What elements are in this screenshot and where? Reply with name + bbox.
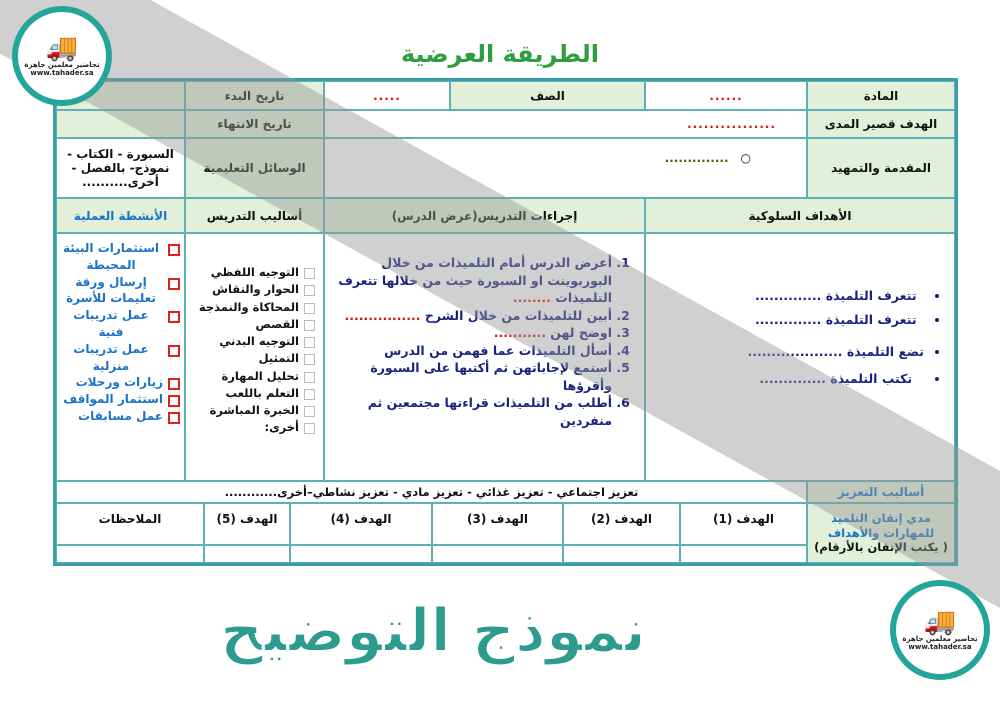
notes-header: الملاحظات — [56, 503, 204, 545]
mastery-label: مدي إتقان التلميذ للمهارات والأهداف — [827, 511, 935, 540]
procedure-text: أعرض الدرس أمام التلميذات من خلال البوربوينت او السبورة حيث من خلالها تتعرف التلميذات — [338, 255, 612, 305]
checkbox-icon — [304, 406, 315, 417]
activity-label: عمل تدريبات منزلية — [73, 341, 149, 373]
objective-item: • تتعرف التلميذة .............. — [748, 284, 925, 308]
intro-label: المقدمة والتمهيد — [807, 138, 955, 198]
goal-score-cell[interactable] — [204, 545, 290, 563]
method-label: التمثيل — [258, 351, 299, 366]
class-label: الصف — [450, 81, 645, 110]
method-option[interactable] — [259, 350, 315, 367]
activity-option[interactable] — [76, 374, 180, 391]
procedure-item — [331, 342, 612, 360]
truck-icon: 🚚 — [45, 33, 79, 63]
method-option[interactable] — [255, 316, 315, 333]
start-date-label: تاريخ البدء — [185, 81, 324, 110]
method-option[interactable] — [221, 368, 315, 385]
objectives-cell — [645, 233, 955, 481]
goal-score-cell[interactable] — [563, 545, 680, 563]
class-value: ..... — [324, 81, 450, 110]
method-option[interactable] — [211, 264, 315, 281]
procedure-dots: ........... — [493, 325, 546, 340]
method-option[interactable] — [210, 402, 315, 419]
method-label: التعلم باللعب — [225, 385, 299, 400]
objective-item: • تكتب التلميذة .............. — [748, 367, 925, 391]
checkbox-icon — [168, 378, 180, 390]
method-label: الحوار والنقاش — [212, 282, 299, 297]
procedures-list — [325, 254, 644, 429]
goal-header: الهدف (5) — [204, 503, 290, 545]
circle-bullet-icon: ○ — [740, 151, 751, 165]
page-title: الطريقة العرضية — [401, 40, 599, 68]
activity-label: استثمار المواقف — [63, 392, 163, 407]
method-label: المحاكاة والنمذجة — [198, 299, 299, 314]
checkbox-icon — [304, 337, 315, 348]
method-option[interactable] — [264, 419, 315, 436]
procedure-text: أبين للتلميذات من خلال الشرح — [424, 307, 612, 323]
procedure-item — [331, 359, 612, 394]
tools-value: السبورة - الكتاب - نموذج- بالفصل - أخرى.......... — [56, 138, 185, 198]
method-label: التوجيه اللفظي — [210, 265, 299, 279]
activity-option[interactable] — [59, 274, 180, 308]
activity-option[interactable] — [59, 240, 180, 274]
checkbox-icon — [168, 412, 180, 424]
activity-option[interactable] — [59, 341, 180, 375]
goal-header: الهدف (2) — [563, 503, 680, 545]
checkbox-icon — [168, 395, 180, 407]
goal-score-cell[interactable] — [680, 545, 807, 563]
notes-cell[interactable] — [56, 545, 204, 563]
short-goal-value: ................ — [324, 110, 807, 138]
procedure-item — [331, 254, 612, 307]
procedure-text: أستمع لإجاباتهن ثم أكتبها على السبورة وأقرؤها — [370, 360, 612, 393]
logo-top — [12, 6, 112, 106]
activities-header: الأنشطة العملية — [56, 198, 185, 233]
objectives-list — [748, 284, 955, 391]
methods-header: أساليب التدريس — [185, 198, 324, 233]
subject-label: المادة — [807, 81, 955, 110]
procedure-text: اوضح لهن — [550, 325, 612, 340]
tools-label: الوسائل التعليمية — [185, 138, 324, 198]
methods-cell — [185, 233, 324, 481]
method-option[interactable] — [219, 333, 315, 350]
objectives-header: الأهداف السلوكية — [645, 198, 955, 233]
objective-item: • تتعرف التلميذة .............. — [748, 308, 925, 332]
procedures-header: إجراءات التدريس(عرض الدرس) — [324, 198, 645, 233]
activity-option[interactable] — [59, 307, 180, 341]
procedure-item — [331, 307, 612, 325]
procedure-item — [331, 324, 612, 342]
procedure-text: أطلب من التلميذات قراءتها مجتمعين ثم منفردين — [367, 395, 612, 428]
checkbox-icon — [304, 303, 315, 314]
activity-option[interactable] — [63, 391, 180, 408]
activity-label: استثمارات البيئة المحيطة — [62, 241, 160, 272]
logo-url: www.tahader.sa — [908, 643, 972, 651]
checkbox-icon — [304, 372, 315, 383]
activity-label: عمل تدريبات فنية — [73, 308, 149, 339]
intro-cell — [324, 138, 807, 198]
reinforcement-value: تعزيز اجتماعي - تعزيز غذائي - تعزيز مادي - تعزيز نشاطي–أخرى............ — [56, 481, 807, 503]
short-goal-label: الهدف قصير المدى — [807, 110, 955, 138]
end-date-label: تاريخ الانتهاء — [185, 110, 324, 138]
checkbox-icon — [304, 285, 315, 296]
watermark-text: نموذج التوضيح — [220, 596, 647, 666]
checkbox-icon — [304, 423, 315, 434]
mastery-note: ( يكتب الإتقان بالأرقام) — [814, 540, 948, 555]
method-label: الخبرة المباشرة — [209, 403, 299, 417]
procedure-dots: ................ — [344, 307, 421, 323]
goal-score-cell[interactable] — [290, 545, 432, 563]
logo-name: تحاضير معلمين جاهزة — [24, 61, 100, 69]
method-label: القصص — [255, 316, 299, 331]
goal-header: الهدف (4) — [290, 503, 432, 545]
procedure-item — [331, 394, 612, 429]
activity-option[interactable] — [78, 408, 180, 425]
logo-url: www.tahader.sa — [30, 69, 94, 77]
subject-value: ...... — [645, 81, 807, 110]
logo-bottom — [890, 580, 990, 680]
goal-header: الهدف (1) — [680, 503, 807, 545]
reinforcement-label: أساليب التعزيز — [807, 481, 955, 503]
checkbox-icon — [168, 311, 180, 323]
procedure-text: أسأل التلميذات عما فهمن من الدرس — [384, 342, 612, 358]
checkbox-icon — [168, 244, 180, 256]
procedure-dots: ........ — [512, 290, 551, 305]
checkbox-icon — [168, 278, 180, 290]
end-date-value[interactable] — [56, 110, 185, 138]
method-option[interactable] — [199, 299, 315, 316]
intro-value: .............. — [664, 151, 729, 165]
lesson-plan-table — [53, 78, 958, 566]
checkbox-icon — [304, 320, 315, 331]
goal-score-cell[interactable] — [432, 545, 563, 563]
activity-label: إرسال ورقة تعليمات للأسرة — [66, 274, 156, 306]
activities-cell — [56, 233, 185, 481]
method-option[interactable] — [226, 385, 315, 402]
method-label: التوجيه البدني — [219, 334, 299, 348]
method-label: أخرى: — [264, 420, 299, 435]
checkbox-icon — [304, 268, 315, 279]
logo-name: تحاضير معلمين جاهزة — [902, 635, 978, 643]
objective-item: • تضع التلميذة .................... — [748, 340, 925, 364]
procedures-cell — [324, 233, 645, 481]
checkbox-icon — [168, 345, 180, 357]
goal-header: الهدف (3) — [432, 503, 563, 545]
mastery-label-cell — [807, 503, 955, 563]
method-label: تحليل المهارة — [221, 368, 299, 383]
checkbox-icon — [304, 354, 315, 365]
activity-label: زيارات ورحلات — [75, 375, 163, 390]
checkbox-icon — [304, 389, 315, 400]
method-option[interactable] — [212, 281, 315, 298]
activity-label: عمل مسابقات — [78, 408, 163, 423]
truck-icon: 🚚 — [923, 607, 957, 637]
